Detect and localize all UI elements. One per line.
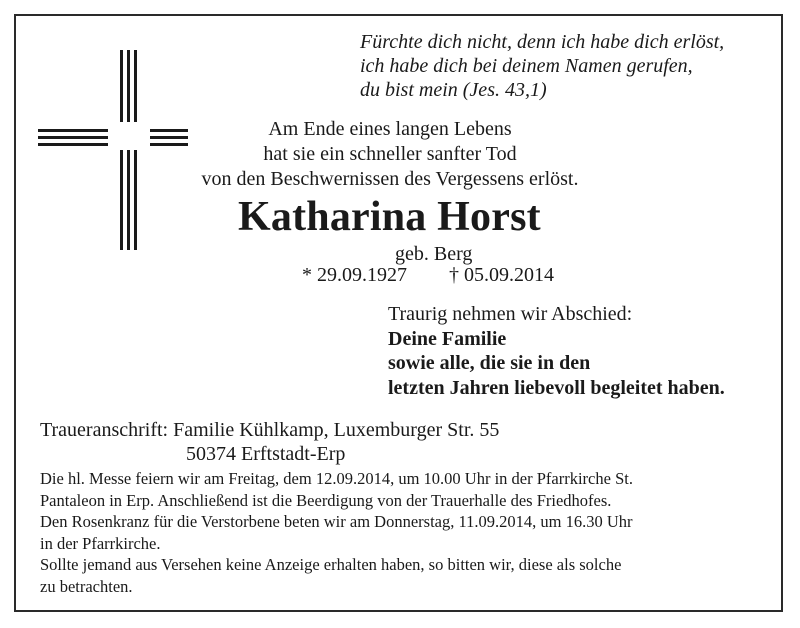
address-line: 50374 Erftstadt-Erp — [186, 443, 346, 465]
mourners-block — [388, 302, 725, 400]
maiden-name: geb. Berg — [395, 243, 473, 265]
verse-line: ich habe dich bei deinem Namen gerufen, — [360, 55, 693, 77]
mourners-line: letzten Jahren liebevoll begleitet haben. — [388, 376, 725, 399]
intro-line: von den Beschwernissen des Vergessens erlöst. — [201, 168, 579, 190]
notice-line: Den Rosenkranz für die Verstorbene beten wir am Donnerstag, 11.09.2014, um 16.30 Uhr — [40, 512, 633, 531]
notice-line: Die hl. Messe feiern wir am Freitag, dem 12.09.2014, um 10.00 Uhr in der Pfarrkirche St. — [40, 469, 633, 488]
death-date: † 05.09.2014 — [449, 264, 554, 286]
deceased-name: Katharina Horst — [238, 194, 541, 240]
address-line: Traueranschrift: Familie Kühlkamp, Luxemburger Str. 55 — [40, 419, 500, 441]
notice-line: Pantaleon in Erp. Anschließend ist die Beerdigung von der Trauerhalle des Friedhofes. — [40, 490, 612, 510]
mourners-line: Deine Familie — [388, 327, 507, 350]
intro-line: Am Ende eines langen Lebens — [268, 118, 512, 140]
verse-line: du bist mein (Jes. 43,1) — [360, 79, 547, 101]
notice-line: Sollte jemand aus Versehen keine Anzeige erhalten haben, so bitten wir, diese als solche — [40, 555, 622, 574]
notice-line: in der Pfarrkirche. — [40, 533, 161, 553]
service-notice — [40, 468, 633, 597]
notice-line: zu betrachten. — [40, 576, 133, 596]
mourning-address — [40, 418, 499, 466]
verse-line: Fürchte dich nicht, denn ich habe dich erlöst, — [360, 31, 725, 53]
intro-text — [180, 117, 600, 192]
intro-line: hat sie ein schneller sanfter Tod — [263, 143, 517, 165]
farewell-line: Traurig nehmen wir Abschied: — [388, 303, 633, 325]
mourners-line: sowie alle, die sie in den — [388, 352, 591, 374]
birth-date: * 29.09.1927 — [302, 264, 407, 286]
cross-icon — [38, 50, 188, 250]
bible-verse — [360, 30, 724, 102]
life-dates — [302, 262, 554, 288]
